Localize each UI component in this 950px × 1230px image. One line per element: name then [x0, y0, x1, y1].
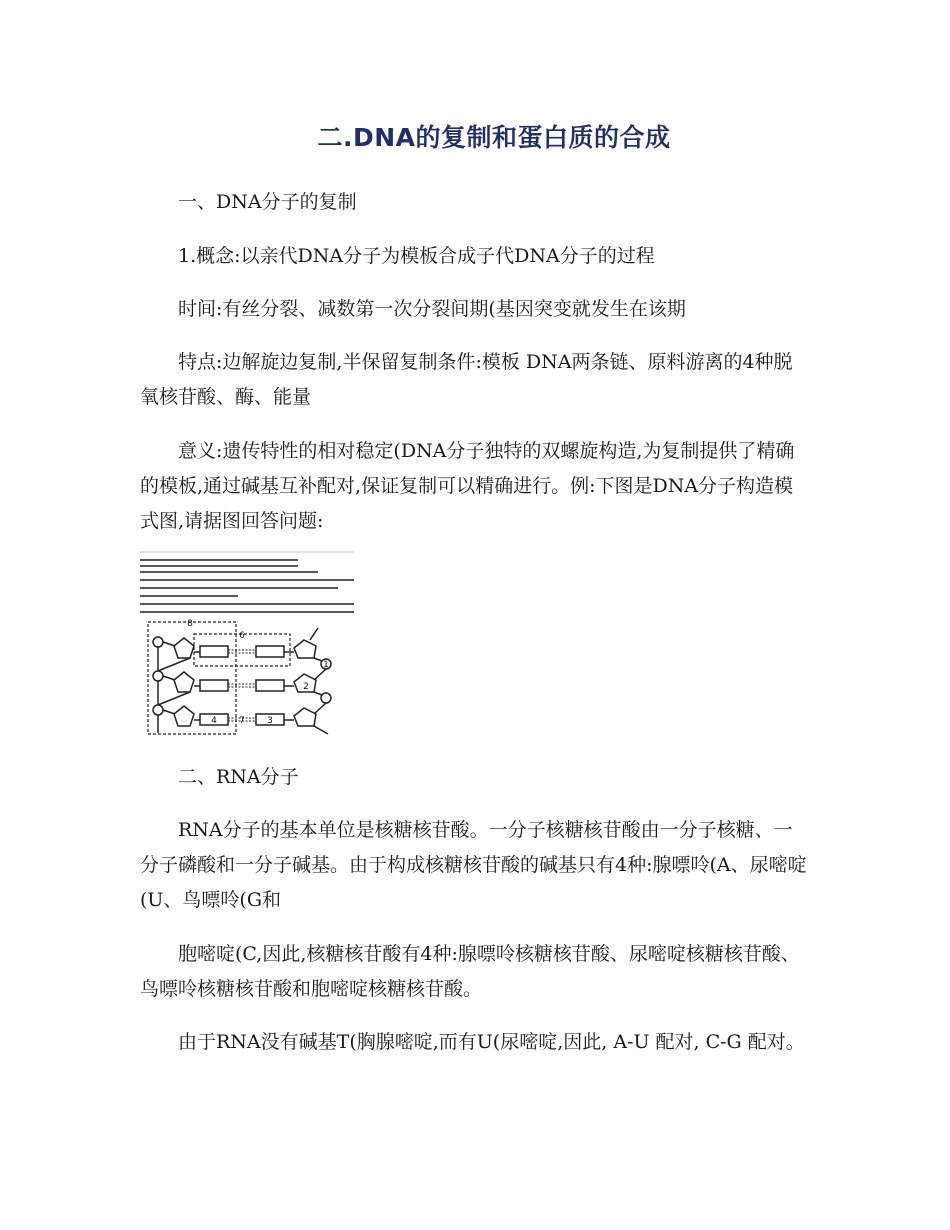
section-heading-rna: 二、RNA分子 — [178, 766, 299, 788]
phosphate-right-2 — [321, 693, 331, 703]
paragraph-rna-units: RNA分子的基本单位是核糖核苷酸。一分子核糖核苷酸由一分子核糖、一分子磷酸和一分子碱基。由于构成核糖核苷酸的碱基只有4种:腺嘌呤(A、尿嘧啶(U、鸟嘌呤(G和 — [140, 819, 807, 911]
sugar-right-1 — [294, 640, 316, 658]
phosphate-left-1 — [153, 637, 163, 647]
sugar-left-3 — [174, 706, 194, 726]
paragraph-concept: 1.概念:以亲代DNA分子为模板合成子代DNA分子的过程 — [178, 245, 655, 267]
document-title: 二.DNA的复制和蛋白质的合成 — [317, 123, 671, 152]
dna-structure-figure — [138, 548, 358, 738]
paragraph-time: 时间:有丝分裂、减数第一次分裂间期(基因突变就发生在该期 — [178, 298, 686, 320]
phosphate-left-3 — [153, 705, 163, 715]
sugar-left-1 — [174, 638, 194, 658]
figure-label-2: 2 — [303, 682, 309, 692]
base-left-1 — [200, 646, 228, 657]
figure-label-8: 8 — [187, 619, 193, 629]
base-right-2 — [256, 680, 284, 691]
paragraph-rna-pairing: 由于RNA没有碱基T(胸腺嘧啶,而有U(尿嘧啶,因此, A-U 配对, C-G 配对。 — [178, 1031, 805, 1053]
paragraph-features: 特点:边解旋边复制,半保留复制条件:模板 DNA两条链、原料游离的4种脱氧核苷酸、酶、能量 — [140, 351, 793, 408]
sugar-right-3 — [294, 708, 316, 726]
figure-label-7: 7 — [239, 716, 245, 726]
figure-label-6: 6 — [239, 631, 245, 641]
figure-top-rules — [140, 552, 354, 612]
sugar-left-2 — [174, 672, 194, 692]
base-left-2 — [200, 680, 228, 691]
dna-structure-diagram — [138, 548, 358, 738]
paragraph-significance: 意义:遗传特性的相对稳定(DNA分子独特的双螺旋构造,为复制提供了精确的模板,通过碱基互补配对,保证复制可以精确进行。例:下图是DNA分子构造模式图,请据图回答问题: — [140, 440, 795, 532]
figure-label-4: 4 — [211, 716, 217, 726]
phosphate-left-2 — [153, 671, 163, 681]
base-right-1 — [256, 646, 284, 657]
section-heading-dna-replication: 一、DNA分子的复制 — [178, 191, 357, 213]
figure-label-1: 1 — [323, 660, 329, 670]
figure-label-3: 3 — [267, 716, 273, 726]
paragraph-rna-types: 胞嘧啶(C,因此,核糖核苷酸有4种:腺嘌呤核糖核苷酸、尿嘧啶核糖核苷酸、鸟嘌呤核糖核苷酸和胞嘧啶核糖核苷酸。 — [140, 943, 800, 1000]
